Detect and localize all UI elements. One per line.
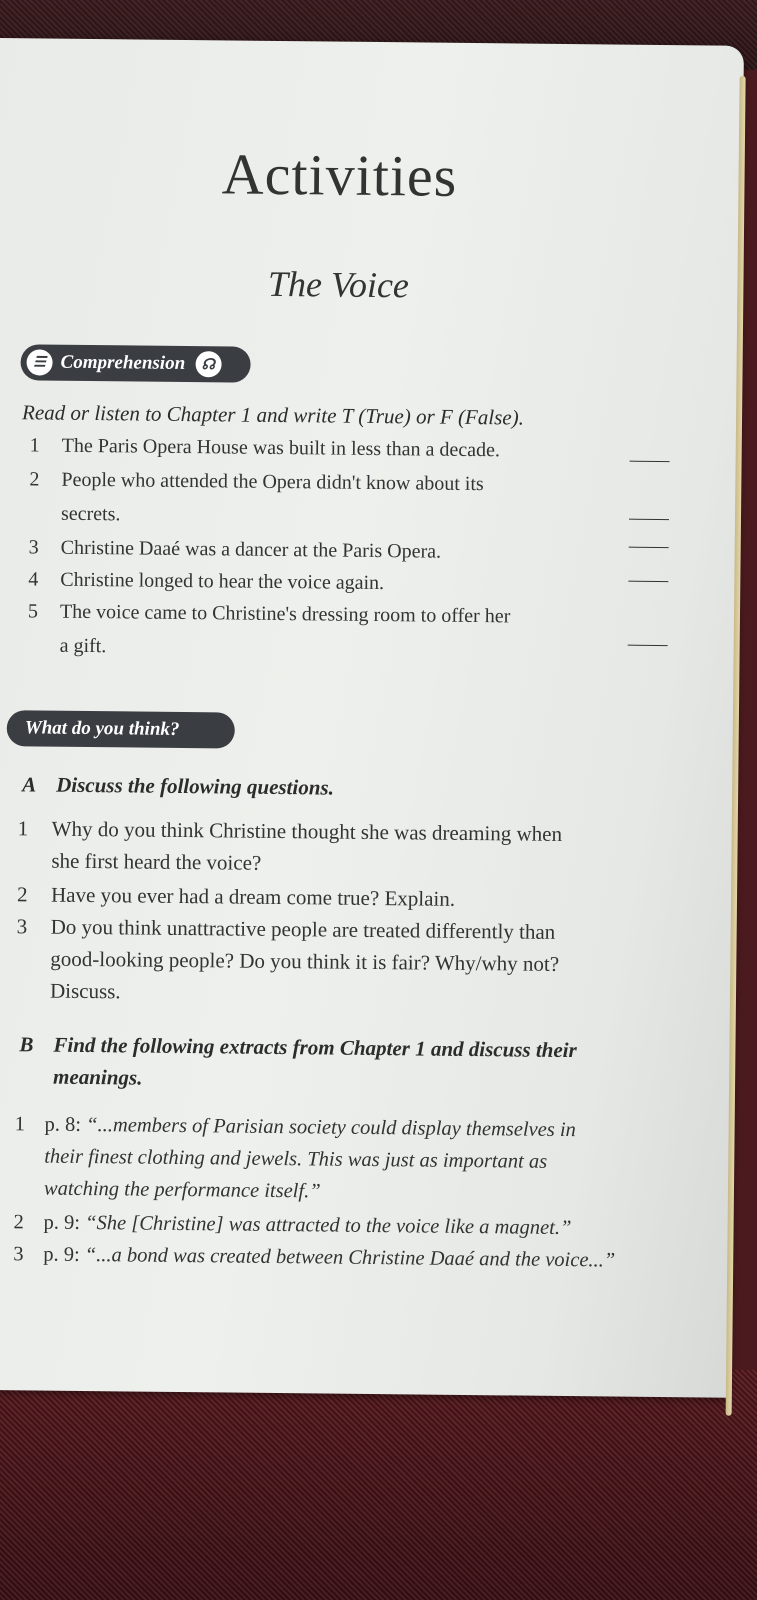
answer-blank[interactable] xyxy=(630,461,670,462)
comprehension-instruction: Read or listen to Chapter 1 and write T (True) or F (False). xyxy=(21,400,525,430)
book-page xyxy=(0,38,744,1398)
list-item: 4 Christine longed to hear the voice again. xyxy=(28,568,385,595)
page-edge xyxy=(726,76,746,1416)
list-item: 1 The Paris Opera House was built in less than a decade. xyxy=(29,434,501,462)
extract-item: 3 p. 9: “...a bond was created between Christine Daaé and the voice...” xyxy=(13,1243,616,1272)
answer-blank[interactable] xyxy=(629,519,669,520)
page-title: Activities xyxy=(221,141,458,209)
book-icon: ☰ xyxy=(26,349,52,375)
list-item: 3 Christine Daaé was a dancer at the Paris Opera. xyxy=(28,536,442,563)
extract-item: 2 p. 9: “She [Christine] was attracted to the voice like a magnet.” xyxy=(13,1211,572,1240)
what-do-you-think-badge xyxy=(7,710,235,748)
answer-blank[interactable] xyxy=(629,547,669,548)
section-a-heading: A Discuss the following questions. xyxy=(22,772,335,800)
headphones-icon: ☊ xyxy=(195,351,221,377)
page-subtitle: The Voice xyxy=(267,263,410,306)
comprehension-label: Comprehension xyxy=(60,351,186,374)
list-item: 5 The voice came to Christine's dressing room to offer her a gift. xyxy=(27,600,511,658)
question-item: 3 Do you think unattractive people are treated differently than good-looking people? Do you think it is fair? Why/why not? Discuss. xyxy=(16,914,560,1004)
fabric-background-bottom xyxy=(0,1370,757,1600)
question-item: 2 Have you ever had a dream come true? Explain. xyxy=(16,882,456,911)
what-do-you-think-label: What do you think? xyxy=(24,717,180,740)
section-b-heading: B Find the following extracts from Chapter 1 and discuss their meanings. xyxy=(19,1032,577,1090)
question-item: 1 Why do you think Christine thought she was dreaming when she first heard the voice? xyxy=(17,816,563,875)
answer-blank[interactable] xyxy=(628,645,668,646)
comprehension-badge xyxy=(20,344,250,382)
extract-item: 1 p. 8: “...members of Parisian society could display themselves in their finest clothing and jewels. This was just as important as watching the performance itself.” xyxy=(14,1113,576,1203)
answer-blank[interactable] xyxy=(628,581,668,582)
list-item: 2 People who attended the Opera didn't know about its secrets. xyxy=(29,468,484,526)
